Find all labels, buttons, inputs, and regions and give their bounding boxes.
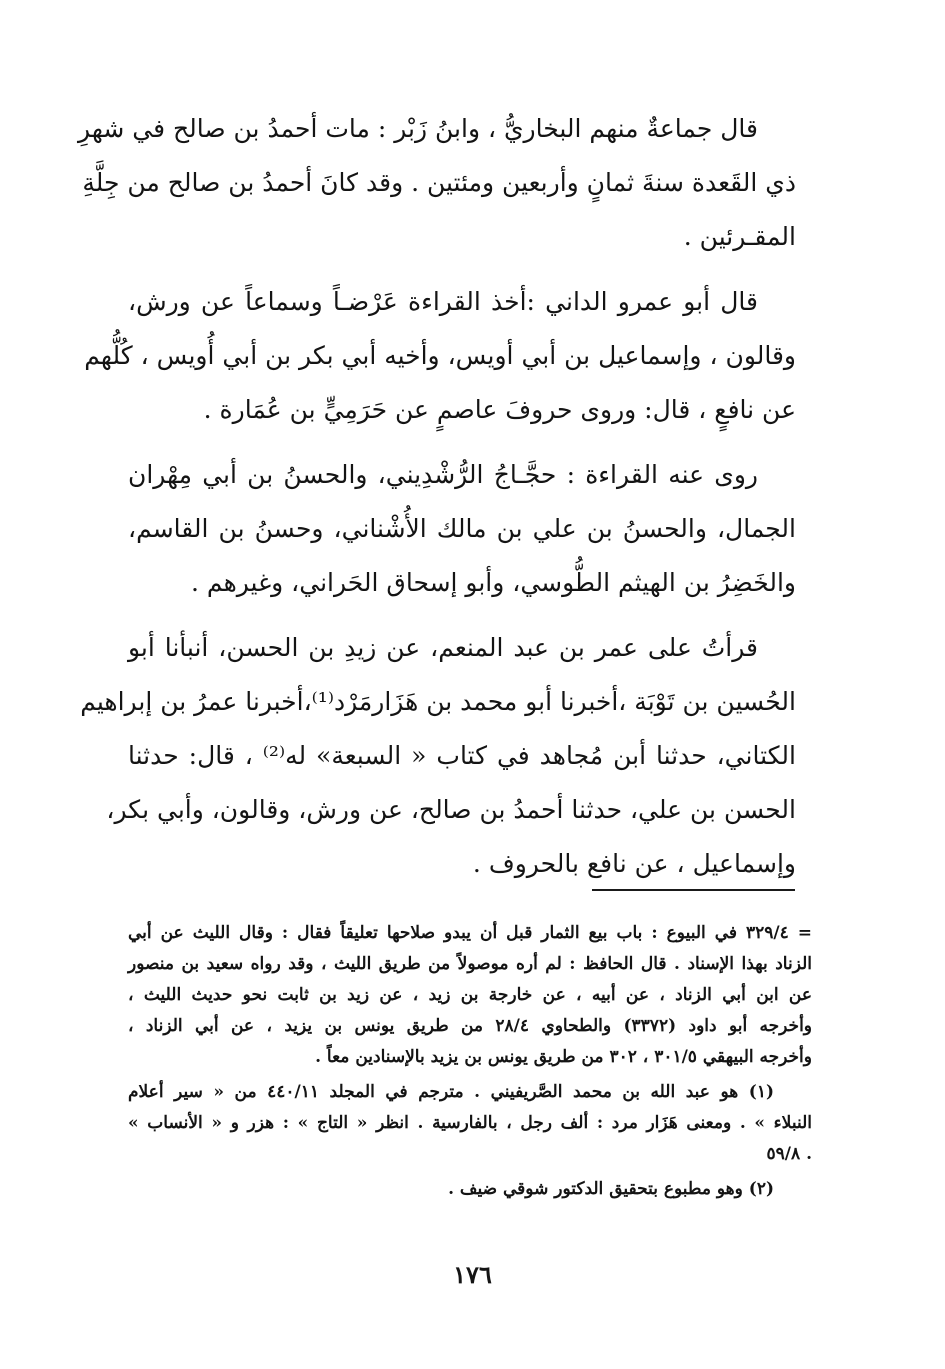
footnote-2 [128, 1174, 812, 1205]
footnote-separator [592, 889, 795, 891]
body-paragraph [84, 275, 796, 437]
body-paragraph [78, 102, 796, 264]
footnote-line: الزناد بهذا الإسناد . قال الحافظ : لم أره موصولاً من طريق الليث ، وقد رواه سعيد بن منصور [128, 954, 812, 974]
footnote-line: (٢) وهو مطبوع بتحقيق الدكتور شوقي ضيف . [448, 1179, 774, 1199]
footnotes [128, 918, 812, 1205]
text-line: الحُسين بن تَوْبَة ،أخبرنا أبو محمد بن هَزَارمَرْد⁽¹⁾،أخبرنا عمرُ بن إبراهيم [80, 687, 796, 716]
text-line: المقـرئين . [683, 222, 796, 251]
text-line: وقالون ، وإسماعيل بن أبي أويس، وأخيه أبي بكر بن أبي أُويس ، كُلُّهم [84, 341, 796, 370]
footnote-line: = ٣٢٩/٤ في البيوع : باب بيع الثمار قبل أن يبدو صلاحها تعليقاً فقال : وقال الليث عن أبي [128, 923, 812, 943]
text-line: قال جماعةٌ منهم البخاريُّ ، وابنُ زَبْر : مات أحمدُ بن صالح في شهرِ [78, 114, 758, 143]
body-paragraph [80, 621, 796, 891]
text-line: روى عنه القراءة : حجَّـاجُ الرُّشْدِيني، والحسنُ بن أبي مِهْران [128, 460, 758, 489]
text-line: الجمال، والحسنُ بن علي بن مالك الأُشْناني، وحسنُ بن القاسم، [128, 514, 796, 543]
footnote-line: عن ابن أبي الزناد ، عن أبيه ، عن خارجة بن زيد ، عن زيد بن ثابت نحو حديث الليث ، [128, 985, 812, 1005]
text-line: والخَضِرُ بن الهيثم الطُّوسي، وأبو إسحاق الحَراني، وغيرهم . [191, 568, 796, 597]
footnote-line: . ٥٩/٨ [766, 1144, 812, 1164]
footnote-line: وأخرجه البيهقي ٣٠١/٥ ، ٣٠٢ من طريق يونس بن يزيد بالإسنادين معاً . [315, 1047, 812, 1067]
footnote-1 [128, 1077, 812, 1170]
text-line: قال أبو عمرو الداني :أخذ القراءة عَرْضـاً وسماعاً عن ورش، [128, 287, 758, 316]
text-line: الكتاني، حدثنا أبن مُجاهد في كتاب « السبعة» له⁽²⁾ ، قال: حدثنا [128, 741, 796, 770]
body-paragraph [128, 448, 796, 610]
footnote-line: (١) هو عبد الله بن محمد الصَّريفيني . مترجم في المجلد ٤٤٠/١١ من « سير أعلام [128, 1082, 774, 1102]
text-line: قرأتُ على عمر بن عبد المنعم، عن زيدِ بن الحسن، أنبأنا أبو [128, 633, 758, 662]
text-line: ذي القَعدة سنةَ ثمانٍ وأربعين ومئتين . وقد كانَ أحمدُ بن صالح من جِلَّةِ [82, 168, 796, 197]
text-line: الحسن بن علي، حدثنا أحمدُ بن صالح، عن ورش، وقالون، وأبي بكر، [106, 795, 796, 824]
footnote-line: النبلاء » . ومعنى هَزَار مرد : ألف رجل ، بالفارسية . انظر « التاج » : هزر و « الأنساب » [128, 1113, 812, 1133]
text-line: وإسماعيل ، عن نافع بالحروف . [472, 849, 796, 878]
page-number: ١٧٦ [453, 1260, 492, 1289]
footnote-line: وأخرجه أبو داود (٣٣٧٢) والطحاوي ٢٨/٤ من طريق يونس بن يزيد ، عن أبي الزناد ، [128, 1016, 812, 1036]
footnote-continuation [128, 918, 812, 1073]
text-line: عن نافعٍ ، قال: وروى حروفَ عاصمٍ عن حَرَمِيٍّ بن عُمَارة . [203, 395, 796, 424]
